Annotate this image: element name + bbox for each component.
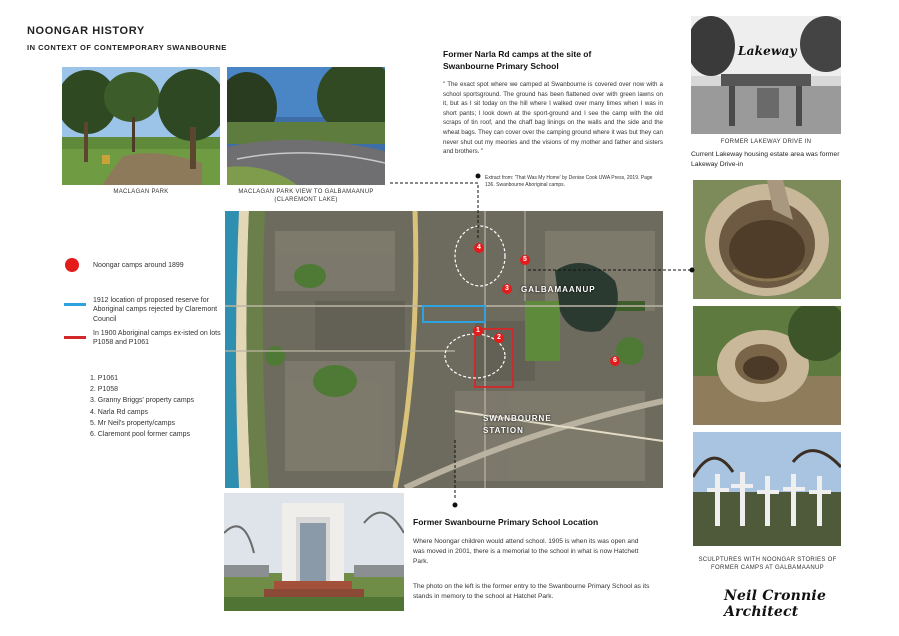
school-heading: Former Swanbourne Primary School Location: [413, 517, 599, 527]
narla-quote: " The exact spot where we camped at Swanbourne is covered over now with a school sportsground. The ground has been flattened over with green lawns on it, but as I sit today on the hill where I walked over many times when I was in short pants; I look down at the sport-ground and I see the camp with the old scraps of tin roof, and the chaff bag linings on the walls and the side and the wheat bags. They can cover over the camping ground where it was but they can never shut out my meories and the visions of my mother and father and sisters and brothers. ": [443, 81, 663, 156]
photo-school-memorial: [224, 493, 404, 611]
legend-camp-label: Noongar camps around 1899: [93, 262, 184, 269]
legend-red-label: In 1900 Aboriginal camps ex-isted on lots P1058 and P1061: [93, 330, 221, 347]
legend-item: 2. P1058: [90, 386, 119, 394]
legend-item: 5. Mr Neil's property/camps: [90, 419, 175, 427]
map-marker-1: 1: [473, 326, 483, 336]
lakeway-sign-text: Lakeway: [738, 44, 797, 58]
narla-heading: Former Narla Rd camps at the site of Swanbourne Primary School: [443, 49, 592, 71]
legend-item: 6. Claremont pool former camps: [90, 430, 190, 438]
lakeway-description: Current Lakeway housing estate area was former Lakeway Drive-in: [691, 151, 840, 168]
page-subtitle: IN CONTEXT OF CONTEMPORARY SWANBOURNE: [27, 43, 227, 52]
school-para1: Where Noongar children would attend school. 1905 is when its was open and was moved in 2001, there is a memorial to the school in what is now Hatchett Park.: [413, 538, 639, 566]
caption-lakeway: FORMER LAKEWAY DRIVE IN: [720, 139, 812, 145]
map-label-swanbourne: SWANBOURNE: [483, 414, 552, 423]
school-para2: The photo on the left is the former entry to the Swanbourne Primary School as its stands in memory to the school at Hatchet Park.: [413, 583, 650, 601]
legend-blue-label: 1912 location of proposed reserve for Aboriginal camps rejected by Claremont Council: [93, 297, 218, 323]
legend-item: 3. Granny Briggs' property camps: [90, 397, 195, 405]
legend-item: 1. P1061: [90, 375, 119, 382]
caption-sculptures: SCULPTURES WITH NOONGAR STORIES OF FORMER CAMPS AT GALBAMAANUP: [698, 557, 837, 572]
legend-item: 4. Narla Rd camps: [90, 408, 148, 416]
narla-citation: Extract from: 'That Was My Home' by Denise Cook UWA Press, 2019. Page 136. Swanbourne Aboriginal camps.: [485, 175, 653, 189]
page-title: NOONGAR HISTORY: [27, 25, 145, 37]
map-marker-6: 6: [610, 356, 620, 366]
caption-maclagan-view: MACLAGAN PARK VIEW TO GALBAMAANUP (CLAREMONT LAKE): [238, 189, 374, 204]
map-label-station: STATION: [483, 426, 524, 435]
architect-signature: Neil Cronnie Architect: [724, 588, 827, 620]
map-label-galbamaanup: GALBAMAANUP: [521, 285, 596, 294]
caption-maclagan-park: MACLAGAN PARK: [113, 189, 169, 195]
map-marker-2: 2: [494, 333, 504, 343]
map-marker-5: 5: [520, 255, 530, 265]
map-marker-4: 4: [474, 243, 484, 253]
map-marker-3: 3: [502, 284, 512, 294]
